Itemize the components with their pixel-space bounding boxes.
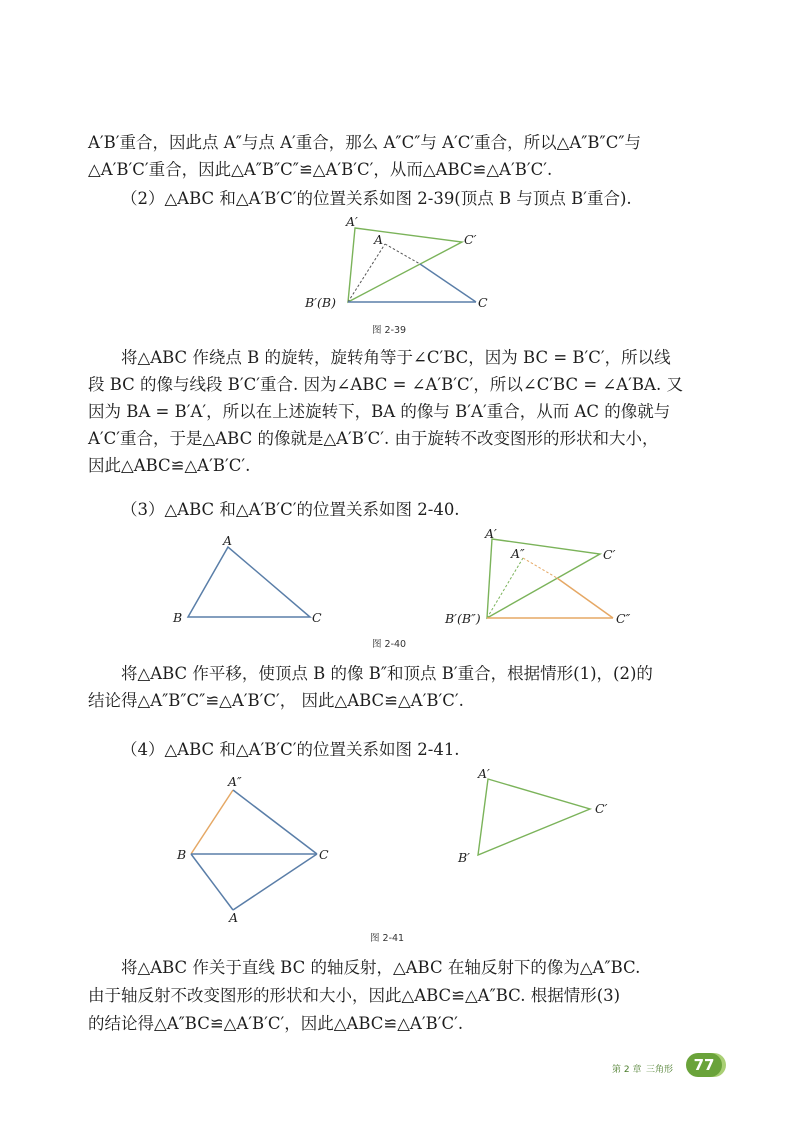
label-b-prime-b-double: B′(B″) — [445, 611, 481, 626]
label-c: C — [478, 295, 488, 310]
footer-title: 三角形 — [646, 1065, 674, 1075]
segment-ab-dashed — [348, 244, 385, 302]
label-a-double-prime: A″ — [511, 546, 525, 561]
text-line: 因为 BA = B′A′，所以在上述旋转下，BA 的像与 B′A′重合，从而 AC 的像就与 — [88, 402, 671, 421]
segment-a2c — [233, 790, 317, 854]
label-a-double-prime: A″ — [228, 774, 242, 789]
segment-a2b-dashed — [487, 558, 523, 618]
figure-caption: 图 2-39 — [372, 325, 407, 336]
triangle-a1b1c1 — [478, 779, 590, 855]
figure-caption: 图 2-41 — [370, 933, 405, 944]
text-line: A′C′重合，于是△ABC 的像就是△A′B′C′. 由于旋转不改变图形的形状和大小， — [88, 429, 659, 448]
label-a: A — [229, 910, 239, 925]
segment-ab — [191, 854, 233, 910]
segment-a2c-dashed — [523, 558, 557, 578]
label-c-double-prime: C″ — [616, 611, 631, 626]
text-line: 因此△ABC≌△A′B′C′. — [88, 456, 251, 475]
text-line: （3）△ABC 和△A′B′C′的位置关系如图 2-40. — [121, 500, 460, 519]
figure-2-40-right — [443, 526, 658, 631]
label-c-prime: C′ — [603, 547, 616, 562]
text-line: 的结论得△A″BC≌△A′B′C′，因此△ABC≌△A′B′C′. — [88, 1014, 464, 1033]
text-line: （2）△ABC 和△A′B′C′的位置关系如图 2-39(顶点 B 与顶点 B′重合). — [121, 189, 632, 208]
text-line: 将△ABC 作绕点 B 的旋转，旋转角等于∠C′BC，因为 BC = B′C′，所以线 — [121, 348, 671, 367]
segment-ac — [420, 264, 476, 302]
text-line: 段 BC 的像与线段 B′C′重合. 因为∠ABC = ∠A′B′C′，所以∠C′BC = ∠A′BA. 又 — [88, 375, 683, 394]
label-a-prime: A′ — [346, 214, 358, 229]
label-c: C — [319, 847, 329, 862]
text-line: 结论得△A″B″C″≌△A′B′C′， 因此△ABC≌△A′B′C′. — [88, 691, 464, 710]
label-a-prime: A′ — [478, 766, 490, 781]
segment-ac-dashed — [385, 244, 420, 264]
label-b: B — [173, 610, 183, 625]
figure-2-39 — [300, 214, 500, 324]
text-line: （4）△ABC 和△A′B′C′的位置关系如图 2-41. — [121, 740, 460, 759]
label-c-prime: C′ — [595, 801, 608, 816]
page-number: 77 — [686, 1053, 722, 1077]
triangle-a1b1c1 — [487, 539, 600, 618]
label-b: B — [177, 847, 187, 862]
text-line: 由于轴反射不改变图形的形状和大小，因此△ABC≌△A″BC. 根据情形(3) — [88, 986, 621, 1005]
footer-chapter: 第 2 章 — [612, 1065, 642, 1075]
text-line: 将△ABC 作关于直线 BC 的轴反射，△ABC 在轴反射下的像为△A″BC. — [121, 958, 641, 977]
label-a: A — [223, 533, 233, 548]
segment-a2c2 — [557, 578, 613, 618]
label-c: C — [312, 610, 322, 625]
figure-2-41-right — [450, 765, 625, 865]
segment-a2b — [191, 790, 233, 854]
text-line: △A′B′C′重合，因此△A″B″C″≌△A′B′C′，从而△ABC≌△A′B′C′. — [88, 160, 553, 179]
segment-ac — [233, 854, 317, 910]
figure-caption: 图 2-40 — [372, 639, 407, 650]
triangle-a1b1c1 — [348, 228, 462, 302]
text-line: A′B′重合，因此点 A″与点 A′重合，那么 A″C″与 A′C′重合，所以△A″B″C″与 — [88, 133, 641, 152]
text-line: 将△ABC 作平移，使顶点 B 的像 B″和顶点 B′重合，根据情形(1)，(2)的 — [121, 664, 653, 683]
label-a: A — [374, 232, 384, 247]
figure-2-40-left — [170, 535, 330, 630]
figure-2-41-left — [175, 772, 345, 925]
label-b-prime-b: B′(B) — [305, 295, 336, 310]
label-c-prime: C′ — [464, 232, 477, 247]
triangle-abc — [188, 547, 310, 617]
label-a-prime: A′ — [485, 526, 497, 541]
label-b-prime: B′ — [458, 850, 471, 865]
